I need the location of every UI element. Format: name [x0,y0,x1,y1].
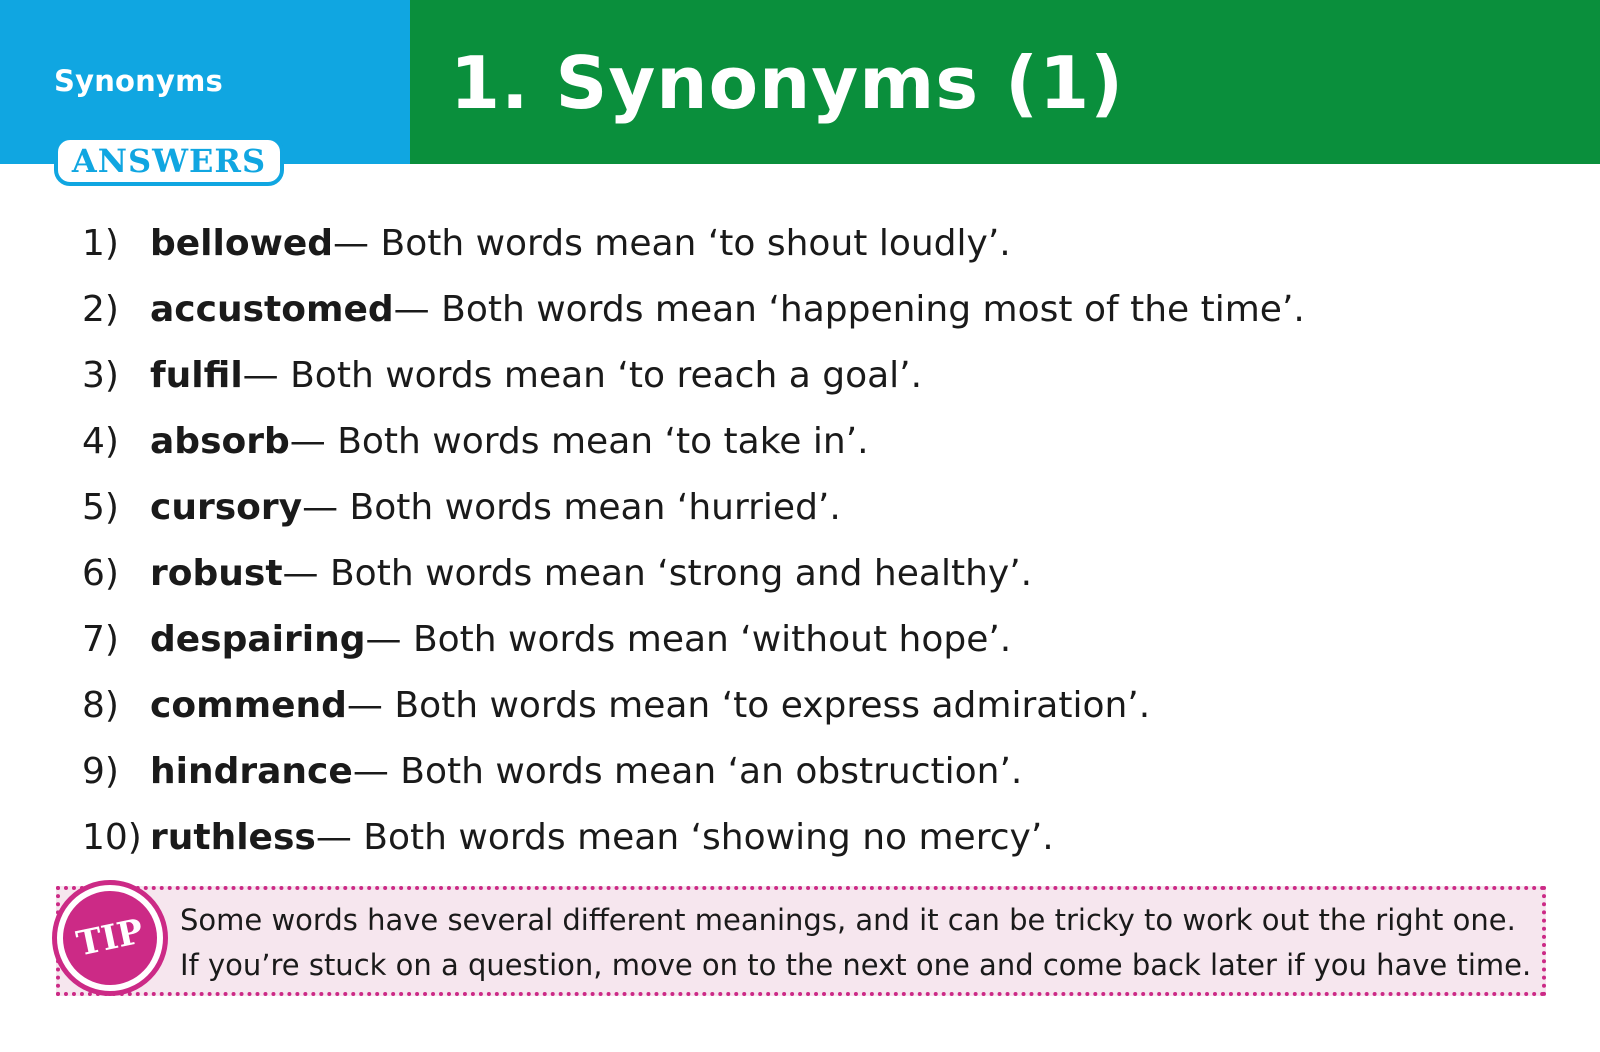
tip-line-1: Some words have several different meanings, and it can be tricky to work out the right one. [180,903,1516,937]
answer-explanation: — Both words mean ‘showing no mercy’. [315,816,1054,858]
answer-word: bellowed [150,222,334,264]
answer-explanation: — Both words mean ‘strong and healthy’. [282,552,1033,594]
answer-explanation: — Both words mean ‘without hope’. [365,618,1012,660]
answer-number: 10) [82,816,142,858]
answer-item-10 [82,804,1305,870]
answer-explanation: — Both words mean ‘an obstruction’. [352,750,1023,792]
answer-explanation: — Both words mean ‘to take in’. [289,420,869,462]
answer-item-2 [82,276,1305,342]
answer-explanation: — Both words mean ‘hurried’. [302,486,841,528]
answers-badge: ANSWERS [54,136,284,186]
answer-word: commend [150,684,347,726]
answer-explanation: — Both words mean ‘to shout loudly’. [333,222,1011,264]
answer-word: cursory [150,486,303,528]
answer-number: 4) [82,420,119,462]
tip-text [180,898,1530,988]
tip-badge-label: TIP [54,882,165,993]
answer-word: despairing [150,618,366,660]
answer-list [82,210,1305,870]
answer-number: 5) [82,486,119,528]
answer-number: 6) [82,552,119,594]
answer-word: robust [150,552,283,594]
answer-item-7 [82,606,1305,672]
answer-word: absorb [150,420,290,462]
answer-word: ruthless [150,816,316,858]
answer-number: 7) [82,618,119,660]
answer-word: accustomed [150,288,394,330]
answer-item-6 [82,540,1305,606]
page-title: 1. Synonyms (1) [450,41,1125,125]
section-label: Synonyms [54,64,223,98]
answer-item-8 [82,672,1305,738]
answer-number: 8) [82,684,119,726]
answer-explanation: — Both words mean ‘to reach a goal’. [242,354,923,396]
answer-explanation: — Both words mean ‘happening most of the time’. [393,288,1305,330]
answer-explanation: — Both words mean ‘to express admiration’. [346,684,1151,726]
answer-number: 2) [82,288,119,330]
answer-item-4 [82,408,1305,474]
tip-line-2: If you’re stuck on a question, move on to the next one and come back later if you have time. [180,948,1532,982]
answer-number: 9) [82,750,119,792]
answer-word: fulfil [150,354,243,396]
tip-badge [52,880,168,996]
answer-number: 1) [82,222,119,264]
answer-item-5 [82,474,1305,540]
answer-number: 3) [82,354,119,396]
answer-item-1 [82,210,1305,276]
answer-item-9 [82,738,1305,804]
answer-item-3 [82,342,1305,408]
answer-word: hindrance [150,750,353,792]
